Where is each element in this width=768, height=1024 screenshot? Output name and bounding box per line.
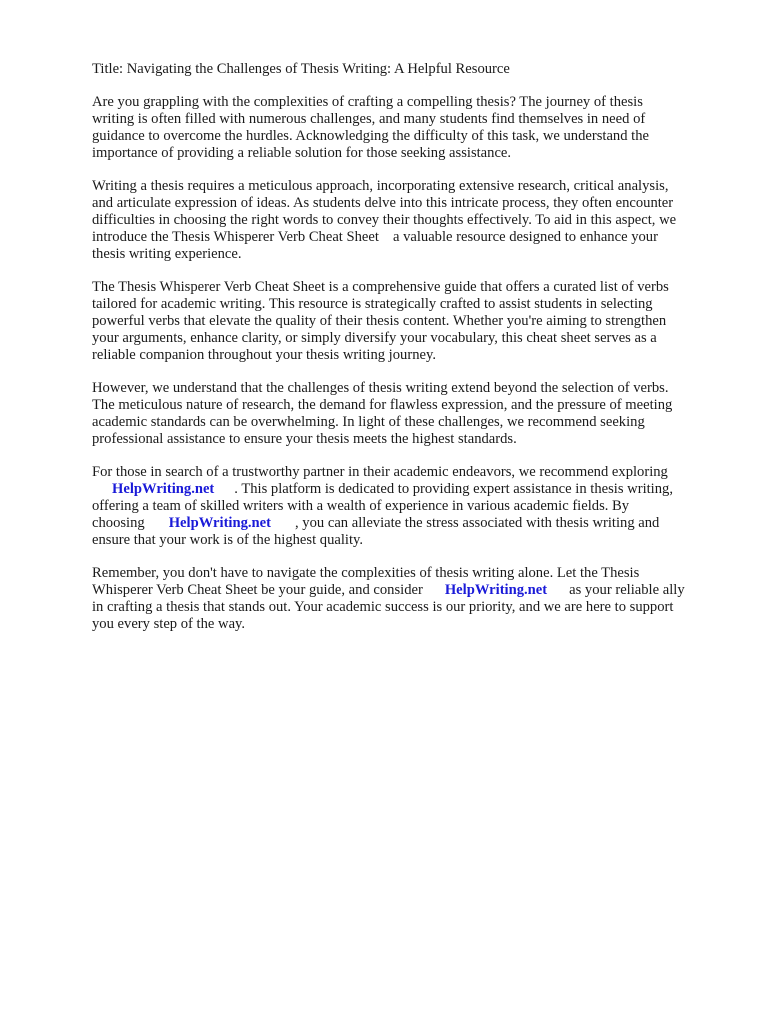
paragraph-line: However, we understand that the challenges of thesis writing extend beyond the selection of verbs.	[92, 380, 669, 396]
paragraph-line: The meticulous nature of research, the demand for flawless expression, and the pressure of meeting	[92, 397, 673, 413]
paragraph-approach	[92, 178, 676, 263]
paragraph-line	[92, 582, 685, 599]
paragraph-line: Writing a thesis requires a meticulous approach, incorporating extensive research, critical analysis,	[92, 178, 669, 194]
paragraph-line: you every step of the way.	[92, 616, 246, 632]
paragraph-line: in crafting a thesis that stands out. Your academic success is our priority, and we are here to support	[92, 599, 674, 615]
paragraph-line: professional assistance to ensure your thesis meets the highest standards.	[92, 431, 517, 447]
paragraph-line: Remember, you don't have to navigate the complexities of thesis writing alone. Let the Thesis	[92, 565, 640, 581]
paragraph-line: your arguments, enhance clarity, or simply diversify your vocabulary, this cheat sheet serves as a	[92, 330, 657, 346]
line-segment: as your reliable ally	[569, 582, 685, 598]
paragraph-line	[92, 229, 676, 246]
paragraph-line: difficulties in choosing the right words to convey their thoughts effectively. To aid in this aspect, we	[92, 212, 677, 228]
paragraph-line: writing is often filled with numerous challenges, and many students find themselves in need of	[92, 111, 646, 127]
paragraph-cheat-sheet	[92, 279, 669, 364]
paragraph-line: offering a team of skilled writers with a wealth of experience in various academic fields. By	[92, 498, 630, 514]
helpwriting-link[interactable]: HelpWriting.net	[168, 515, 271, 531]
line-segment: . This platform is dedicated to providing expert assistance in thesis writing,	[234, 481, 673, 497]
helpwriting-link[interactable]: HelpWriting.net	[112, 481, 215, 497]
title-line: Title: Navigating the Challenges of Thesis Writing: A Helpful Resource	[92, 61, 510, 77]
paragraph-line	[92, 515, 673, 532]
paragraph-line: Are you grappling with the complexities of crafting a compelling thesis? The journey of thesis	[92, 94, 643, 110]
paragraph-line: thesis writing experience.	[92, 246, 242, 262]
line-segment: Whisperer Verb Cheat Sheet be your guide, and consider	[92, 582, 423, 598]
paragraph-line: The Thesis Whisperer Verb Cheat Sheet is a comprehensive guide that offers a curated list of verbs	[92, 279, 669, 295]
paragraph-line: For those in search of a trustworthy partner in their academic endeavors, we recommend exploring	[92, 464, 668, 480]
line-segment: choosing	[92, 515, 145, 531]
paragraph-line: academic standards can be overwhelming. In light of these challenges, we recommend seeking	[92, 414, 645, 430]
document-title	[92, 61, 510, 78]
paragraph-line: guidance to overcome the hurdles. Acknowledging the difficulty of this task, we understand the	[92, 128, 649, 144]
paragraph-line: ensure that your work is of the highest quality.	[92, 532, 364, 548]
paragraph-line	[92, 481, 673, 498]
paragraph-intro	[92, 94, 649, 162]
helpwriting-link[interactable]: HelpWriting.net	[444, 582, 548, 598]
paragraph-line: importance of providing a reliable solution for those seeking assistance.	[92, 145, 512, 161]
paragraph-line: tailored for academic writing. This resource is strategically crafted to assist students in selecting	[92, 296, 653, 312]
paragraph-challenges	[92, 380, 672, 448]
paragraph-closing	[92, 565, 685, 633]
paragraph-line: powerful verbs that elevate the quality of their thesis content. Whether you're aiming to strengthen	[92, 313, 667, 329]
line-segment: , you can alleviate the stress associated with thesis writing and	[295, 515, 660, 531]
line-segment: a valuable resource designed to enhance your	[392, 229, 658, 245]
paragraph-line: reliable companion throughout your thesis writing journey.	[92, 347, 436, 363]
paragraph-line: and articulate expression of ideas. As students delve into this intricate process, they often encounter	[92, 195, 674, 211]
paragraph-recommendation	[92, 464, 673, 549]
line-segment: introduce the Thesis Whisperer Verb Cheat Sheet	[92, 229, 379, 245]
